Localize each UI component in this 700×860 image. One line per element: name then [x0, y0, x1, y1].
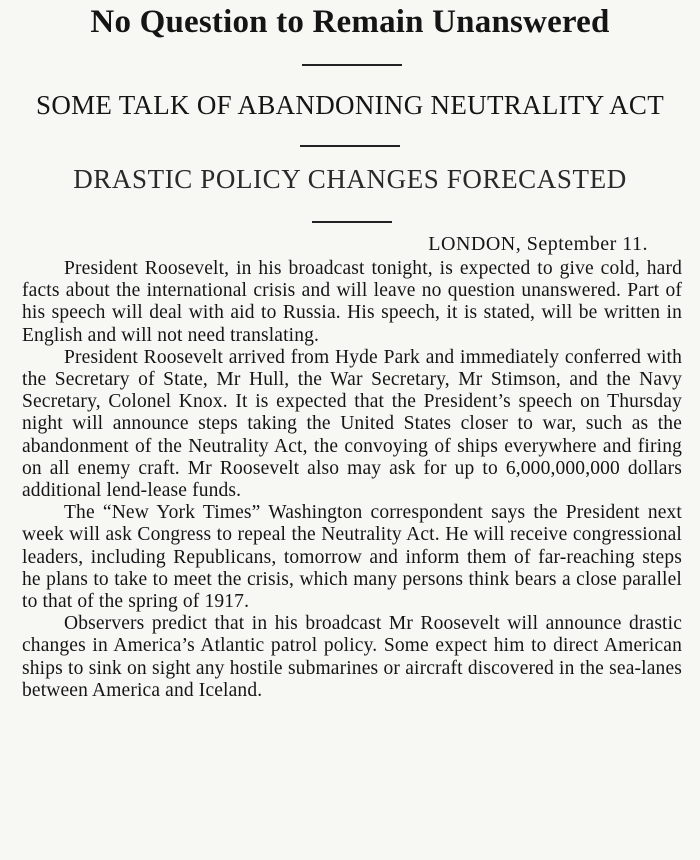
- paragraph: Observers predict that in his broadcast Mr Roosevelt will announce drastic changes in America’s Atlantic patrol policy. Some expect him to direct American ships to sink on sight any hostile submarines or aircraft discovered in the sea-lanes between America and Iceland.: [22, 613, 682, 701]
- subheading-2: DRASTIC POLICY CHANGES FORECASTED: [73, 164, 627, 194]
- divider-rule-2: [300, 145, 400, 147]
- paragraph: President Roosevelt arrived from Hyde Park and immediately conferred with the Secretary of State, Mr Hull, the War Secretary, Mr Stimson, and the Navy Secretary, Colonel Knox. It is expected that the President’s speech on Thursday night will announce steps taking the United States closer to war, such as the abandonment of the Neutrality Act, the convoying of ships everywhere and firing on all enemy craft. Mr Roosevelt also may ask for up to 6,000,000,000 dollars additional lend-lease funds.: [22, 346, 682, 502]
- paragraph: President Roosevelt, in his broadcast tonight, is expected to give cold, hard facts about the international crisis and will leave no question unanswered. Part of his speech will deal with aid to Russia. His speech, it is stated, will be written in English and will not need translating.: [22, 258, 682, 346]
- divider-rule-3: [312, 221, 392, 223]
- subheading-1: SOME TALK OF ABANDONING NEUTRALITY ACT: [36, 90, 664, 120]
- headline: No Question to Remain Unanswered: [90, 4, 610, 40]
- divider-rule-1: [302, 64, 402, 66]
- article-body: [22, 258, 682, 702]
- dateline: LONDON, September 11.: [428, 233, 648, 255]
- paragraph: The “New York Times” Washington correspondent says the President next week will ask Congress to repeal the Neutrality Act. He will receive congressional leaders, including Republicans, tomorrow and inform them of far-reaching steps he plans to take to meet the crisis, which many persons think bears a close parallel to that of the spring of 1917.: [22, 502, 682, 613]
